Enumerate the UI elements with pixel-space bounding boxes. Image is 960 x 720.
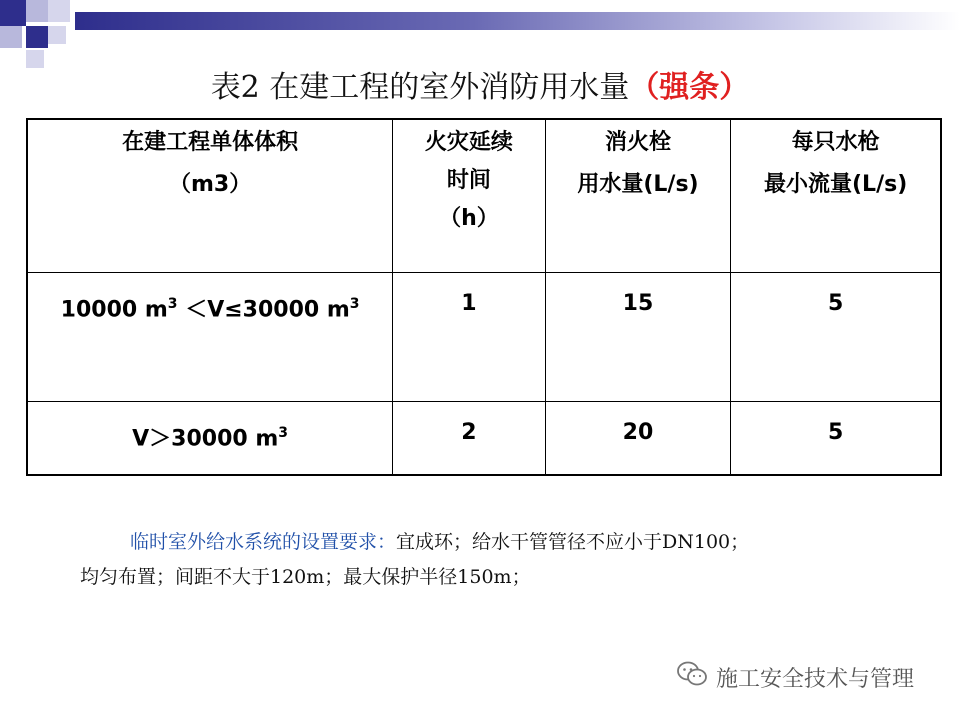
header-nozzle: 每只水枪 最小流量(L/s) bbox=[731, 119, 941, 273]
nozzle-cell: 5 bbox=[731, 402, 941, 476]
header-hydrant: 消火栓 用水量(L/s) bbox=[545, 119, 731, 273]
watermark bbox=[676, 660, 914, 694]
table-row bbox=[27, 402, 941, 476]
nozzle-cell: 5 bbox=[731, 273, 941, 402]
water-usage-table bbox=[26, 118, 942, 476]
table-row bbox=[27, 273, 941, 402]
note-line2: 均匀布置；间距不大于120m；最大保护半径150m； bbox=[80, 566, 531, 588]
header-volume: 在建工程单体体积 （m3） bbox=[27, 119, 393, 273]
hydrant-cell: 20 bbox=[545, 402, 731, 476]
table-header-row bbox=[27, 119, 941, 273]
note-label: 临时室外给水系统的设置要求： bbox=[130, 531, 397, 553]
wechat-icon bbox=[676, 660, 708, 694]
watermark-text: 施工安全技术与管理 bbox=[716, 666, 915, 692]
header-duration: 火灾延续 时间 （h） bbox=[393, 119, 546, 273]
header-gradient-bar bbox=[75, 12, 960, 30]
duration-cell: 2 bbox=[393, 402, 546, 476]
volume-cell: V＞30000 $m^3$ bbox=[27, 402, 393, 476]
note-line1: 宜成环；给水干管管径不应小于DN100； bbox=[396, 531, 750, 553]
duration-cell: 1 bbox=[393, 273, 546, 402]
page-title bbox=[0, 62, 960, 106]
title-main: 表2 在建工程的室外消防用水量 bbox=[210, 70, 630, 105]
volume-cell: 10000 $m^3 <V\le 30000$ $m^3$ bbox=[27, 273, 393, 402]
hydrant-cell: 15 bbox=[545, 273, 731, 402]
requirements-note bbox=[80, 525, 900, 595]
title-emphasis: （强条） bbox=[629, 70, 750, 105]
